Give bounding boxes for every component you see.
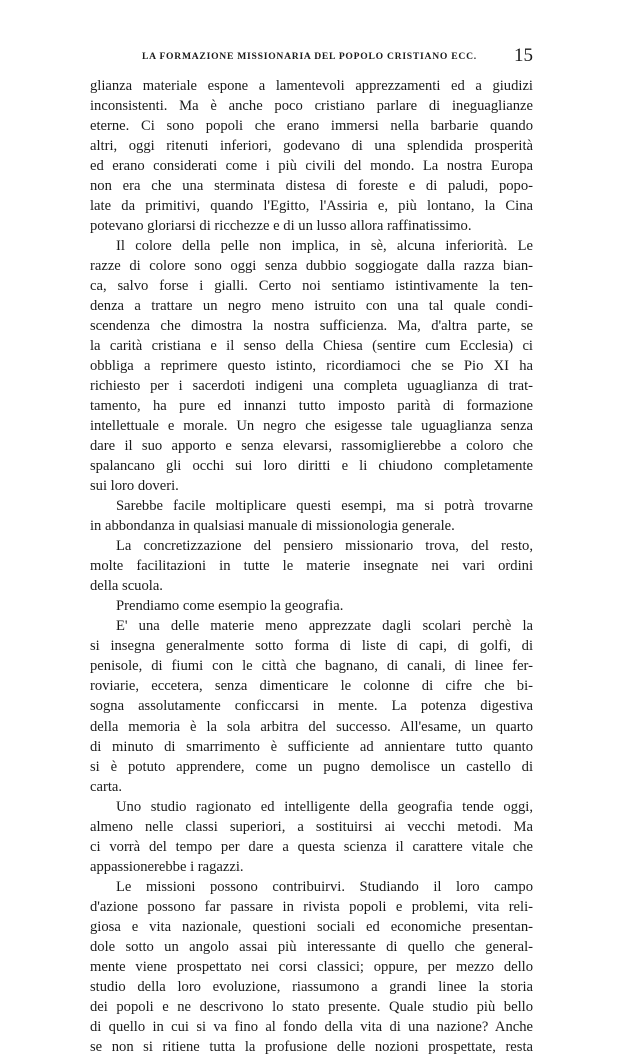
- text-line: in abbondanza in qualsiasi manuale di missionologia generale.: [90, 518, 455, 535]
- text-line: carta.: [90, 778, 122, 795]
- text-line: denza a trattare un negro meno istruito con una tal quale condi-: [90, 298, 533, 315]
- text-line: d'azione possono far passare in rivista popoli e problemi, vita reli-: [90, 898, 533, 915]
- text-line: late da primitivi, quando l'Egitto, l'Assiria e, più lontano, la Cina: [90, 198, 533, 215]
- text-line: ci vorrà del tempo per dare a questa scienza il carattere vitale che: [90, 838, 533, 855]
- running-title: LA FORMAZIONE MISSIONARIA DEL POPOLO CRISTIANO ECC.: [142, 51, 477, 62]
- text-line: inconsistenti. Ma è anche poco cristiano parlare di ineguaglianze: [90, 98, 533, 115]
- body-text: [90, 76, 533, 1057]
- text-line: molte facilitazioni in tutte le materie insegnate nei vari ordini: [90, 558, 533, 575]
- text-line: studio della loro evoluzione, riassumono a grandi linee la storia: [90, 978, 533, 995]
- paragraph-start: Uno studio ragionato ed intelligente della geografia tende oggi,: [116, 798, 533, 815]
- text-line: roviarie, eccetera, senza dimenticare le colonne di cifre che bi-: [90, 678, 533, 695]
- text-line: sui loro doveri.: [90, 478, 179, 495]
- text-line: della memoria è la sola arbitra del successo. All'esame, un quarto: [90, 718, 533, 735]
- text-line: ed erano considerati come i più civili del mondo. La nostra Europa: [90, 158, 533, 175]
- text-line: penisole, di fiumi con le città che bagnano, di canali, di linee fer-: [90, 658, 533, 675]
- text-line: giosa e vita nazionale, questioni sociali ed economiche presentan-: [90, 918, 533, 935]
- text-line: la carità cristiana e il senso della Chiesa (sentire cum Ecclesia) ci: [90, 338, 533, 355]
- text-line: dole sotto un angolo assai più interessante di quello che general-: [90, 938, 533, 955]
- text-line: intellettuale e morale. Un negro che esigesse tale uguaglianza senza: [90, 418, 533, 435]
- text-line: appassionerebbe i ragazzi.: [90, 858, 244, 875]
- text-line: almeno nelle classi superiori, a sostituirsi ai vecchi metodi. Ma: [90, 818, 533, 835]
- text-line: non era che una sterminata distesa di foreste e di paludi, popo-: [90, 178, 533, 195]
- text-line: tamento, ha pure ed innanzi tutto imposto parità di formazione: [90, 398, 533, 415]
- text-line: si insegna generalmente sotto forma di liste di capi, di golfi, di: [90, 638, 533, 655]
- paragraph-start: Le missioni possono contribuirvi. Studiando il loro campo: [116, 878, 533, 895]
- page-number: 15: [514, 45, 533, 66]
- text-line: potevano gloriarsi di ricchezze e di un lusso allora raffinatissimo.: [90, 218, 472, 235]
- text-line: si è potuto apprendere, come un pugno demolisce un castello di: [90, 758, 533, 775]
- paragraph-start: La concretizzazione del pensiero missionario trova, del resto,: [116, 538, 533, 555]
- text-line: eterne. Ci sono popoli che erano immersi nella barbarie quando: [90, 118, 533, 135]
- text-line: obbliga a reprimere questo istinto, ricordiamoci che se Pio XI ha: [90, 358, 533, 375]
- text-line: spalancano gli occhi sui loro diritti e li chiudono completamente: [90, 458, 533, 475]
- text-line: sogna assolutamente conficcarsi in mente. La potenza digestiva: [90, 698, 533, 715]
- running-header: [90, 45, 533, 71]
- paragraph-start: Sarebbe facile moltiplicare questi esempi, ma si potrà trovarne: [116, 498, 533, 515]
- text-line: se non si ritiene tutta la profusione delle nozioni prospettate, resta: [90, 1038, 533, 1055]
- text-line: della scuola.: [90, 578, 163, 595]
- text-line: dei popoli e ne descrivono lo stato presente. Quale studio più bello: [90, 998, 533, 1015]
- paragraph-start: E' una delle materie meno apprezzate dagli scolari perchè la: [116, 618, 533, 635]
- text-line: di minuto di smarrimento è sufficiente ad annientare tutto quanto: [90, 738, 533, 755]
- text-line: di quello in cui si va fino al fondo della vita di una nazione? Anche: [90, 1018, 533, 1035]
- paragraph-start: Il colore della pelle non implica, in sè, alcuna inferiorità. Le: [116, 238, 533, 255]
- text-line: ca, salvo forse i gialli. Certo noi sentiamo istintivamente la ten-: [90, 278, 533, 295]
- text-line: scendenza che dimostra la nostra sufficienza. Ma, d'altra parte, se: [90, 318, 533, 335]
- text-line: altri, oggi ritenuti inferiori, godevano di una splendida prosperità: [90, 138, 533, 155]
- text-line: richiesto per i sacerdoti indigeni una completa uguaglianza di trat-: [90, 378, 533, 395]
- text-line: mente viene prospettato nei corsi classici; oppure, per mezzo dello: [90, 958, 533, 975]
- paragraph-start: Prendiamo come esempio la geografia.: [116, 598, 344, 615]
- text-line: glianza materiale espone a lamentevoli apprezzamenti ed a giudizi: [90, 78, 533, 94]
- text-line: dare il suo apporto e senza elevarsi, rassomiglierebbe a coloro che: [90, 438, 533, 455]
- text-line: razze di colore sono oggi senza dubbio soggiogate dalla razza bian-: [90, 258, 533, 275]
